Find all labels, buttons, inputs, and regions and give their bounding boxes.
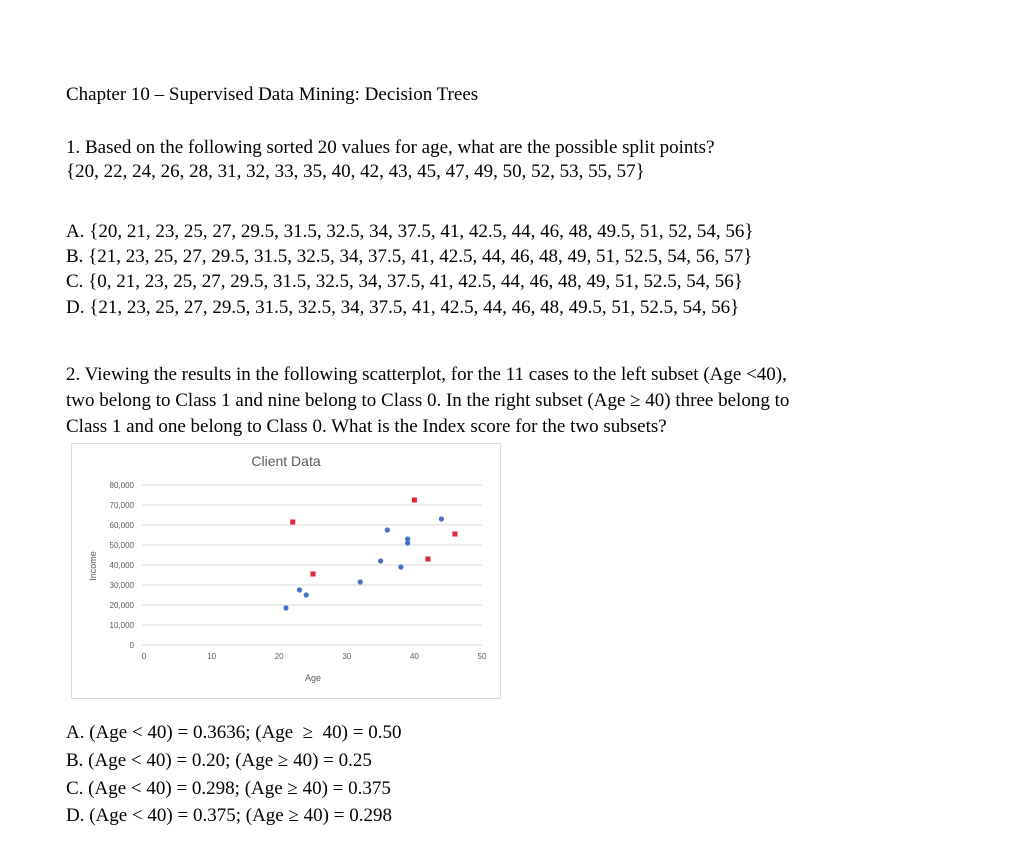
class0-point: [439, 516, 444, 521]
x-tick-label: 0: [141, 652, 147, 661]
class0-point: [385, 527, 390, 532]
x-tick-label: 50: [477, 652, 487, 661]
x-tick-label: 20: [274, 652, 284, 661]
class1-point: [425, 557, 430, 562]
q1-option-b: B. {21, 23, 25, 27, 29.5, 31.5, 32.5, 34, 37.5, 41, 42.5, 44, 46, 48, 49, 51, 52.5, 54, 56, 57}: [66, 246, 753, 267]
y-tick-label: 10,000: [109, 621, 134, 630]
q1-option-c: C. {0, 21, 23, 25, 27, 29.5, 31.5, 32.5, 34, 37.5, 41, 42.5, 44, 46, 48, 49, 51, 52.5, 54, 56}: [66, 271, 743, 292]
y-tick-label: 30,000: [109, 581, 134, 590]
class0-point: [358, 579, 363, 584]
y-tick-label: 50,000: [109, 541, 134, 550]
x-axis-label: Age: [304, 673, 322, 683]
q1-values: {20, 22, 24, 26, 28, 31, 32, 33, 35, 40, 42, 43, 45, 47, 49, 50, 52, 53, 55, 57}: [66, 161, 645, 182]
q2-prompt-line-2: two belong to Class 1 and nine belong to Class 0. In the right subset (Age ≥ 40) three belong to: [66, 390, 790, 411]
x-tick-label: 10: [207, 652, 217, 661]
y-tick-label: 60,000: [109, 521, 134, 530]
q2-option-a: A. (Age < 40) = 0.3636; (Age ≥ 40) = 0.50: [66, 722, 402, 743]
q1-option-d: D. {21, 23, 25, 27, 29.5, 31.5, 32.5, 34, 37.5, 41, 42.5, 44, 46, 48, 49.5, 51, 52.5, 54, 56}: [66, 297, 740, 318]
chapter-title: Chapter 10 – Supervised Data Mining: Decision Trees: [66, 84, 479, 105]
y-axis-label: Income: [88, 551, 98, 581]
y-tick-label: 80,000: [109, 481, 134, 490]
y-tick-label: 70,000: [109, 501, 134, 510]
q2-option-b: B. (Age < 40) = 0.20; (Age ≥ 40) = 0.25: [66, 750, 372, 771]
class0-point: [378, 558, 383, 563]
scatter-plot-svg: [72, 444, 500, 698]
class1-point: [290, 520, 295, 525]
y-tick-label: 0: [129, 641, 134, 650]
q1-prompt: 1. Based on the following sorted 20 values for age, what are the possible split points?: [66, 137, 715, 158]
q2-prompt-line-1: 2. Viewing the results in the following scatterplot, for the 11 cases to the left subset (Age <40),: [66, 364, 787, 385]
scatter-chart: [71, 443, 501, 699]
chart-title: Client Data: [251, 453, 321, 469]
class1-point: [311, 572, 316, 577]
q2-prompt-line-3: Class 1 and one belong to Class 0. What is the Index score for the two subsets?: [66, 416, 667, 437]
class0-point: [297, 587, 302, 592]
class0-point: [398, 564, 403, 569]
q1-option-a: A. {20, 21, 23, 25, 27, 29.5, 31.5, 32.5, 34, 37.5, 41, 42.5, 44, 46, 48, 49.5, 51, 52, 54, 56}: [66, 221, 754, 242]
y-tick-label: 40,000: [109, 561, 134, 570]
x-tick-label: 30: [342, 652, 352, 661]
x-tick-label: 40: [409, 652, 419, 661]
class1-point: [412, 498, 417, 503]
class0-point: [304, 592, 309, 597]
class0-point: [405, 540, 410, 545]
class0-point: [283, 605, 288, 610]
q2-option-d: D. (Age < 40) = 0.375; (Age ≥ 40) = 0.298: [66, 805, 392, 826]
class1-point: [452, 532, 457, 537]
y-tick-label: 20,000: [109, 601, 134, 610]
q2-option-c: C. (Age < 40) = 0.298; (Age ≥ 40) = 0.375: [66, 778, 391, 799]
